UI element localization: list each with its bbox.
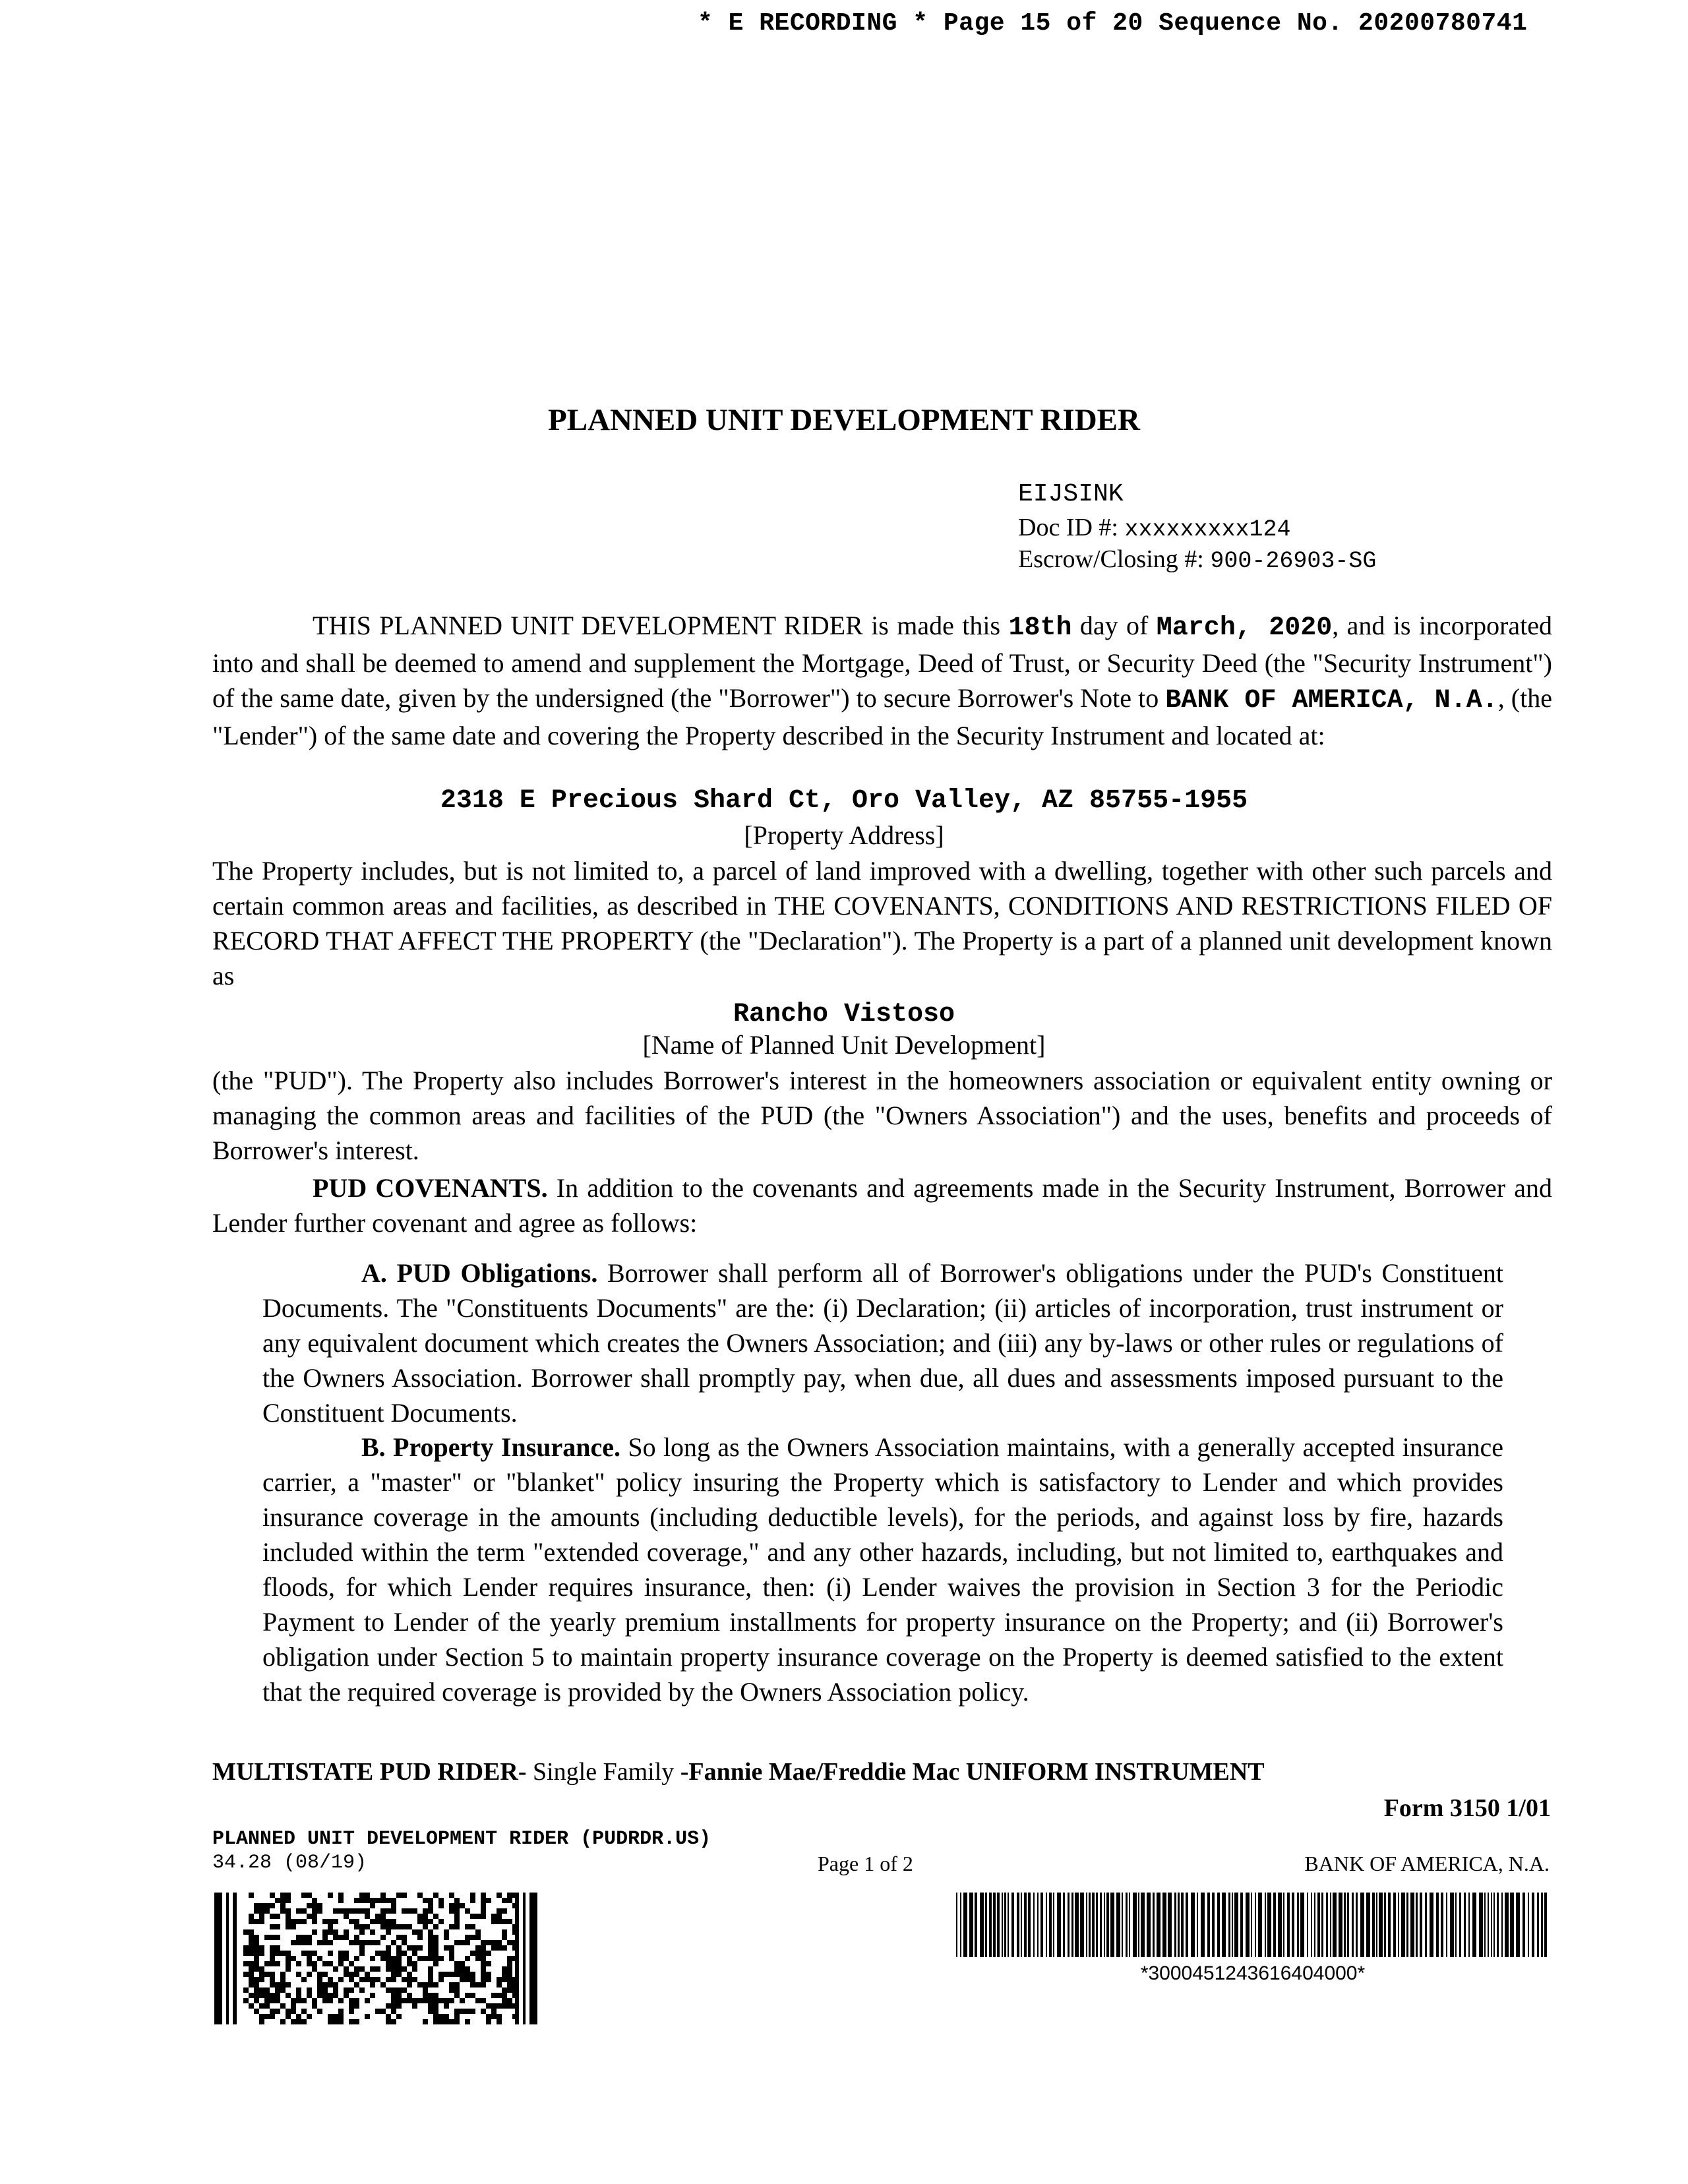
section-a-heading: A. PUD Obligations.	[361, 1258, 598, 1288]
property-address-caption: [Property Address]	[744, 820, 944, 850]
form-version: 34.28 (08/19)	[212, 1852, 367, 1874]
lender-name: BANK OF AMERICA, N.A.	[1165, 686, 1498, 715]
pud-name-caption: [Name of Planned Unit Development]	[642, 1030, 1046, 1060]
recording-stamp: * E RECORDING * Page 15 of 20 Sequence No. 20200780741	[698, 9, 1528, 38]
pdf417-barcode-icon	[214, 1893, 537, 2024]
doc-id-value: xxxxxxxxx124	[1124, 516, 1291, 543]
section-b-heading: B. Property Insurance.	[361, 1432, 621, 1462]
covenants-heading: PUD COVENANTS.	[313, 1173, 548, 1203]
form-number: Form 3150 1/01	[1383, 1794, 1551, 1822]
property-paragraph: The Property includes, but is not limited to, a parcel of land improved with a dwelling, together with other such parcels and certain common areas and facilities, as described in THE COVENANTS, CONDITIONS AND RESTRICTIONS FILED OF RECORD THAT AFFECT THE PROPERTY (the "Declaration"). The Property is a part of a planned unit development known as	[212, 856, 1552, 990]
escrow-line	[1018, 545, 1376, 574]
company-name: BANK OF AMERICA, N.A.	[1304, 1852, 1550, 1875]
pud-name: Rancho Vistoso	[733, 1000, 955, 1029]
section-b: B. Property Insurance. So long as the Owners Association maintains, with a generally accepted insurance carrier, a "master" or "blanket" policy insuring the Property which is satisfactory to Lender and which provides insurance coverage in the amounts (including deductible levels), for the periods, and against loss by fire, hazards included within the term "extended coverage," and any other hazards, including, but not limited to, earthquakes and floods, for which Lender requires insurance, then: (i) Lender waives the provision in Section 3 for the Periodic Payment to Lender of the yearly premium installments for property insurance on the Property; and (ii) Borrower's obligation under Section 5 to maintain property insurance coverage on the Property is deemed satisfied to the extent that the required coverage is provided by the Owners Association policy.	[262, 1432, 1504, 1707]
intro-paragraph: THIS PLANNED UNIT DEVELOPMENT RIDER is made this 18th day of March, 2020, and is incorporated into and shall be deemed to amend and supplement the Mortgage, Deed of Trust, or Security Deed (the "Security Instrument") of the same date, given by the undersigned (the "Borrower") to secure Borrower's Note to BANK OF AMERICA, N.A., (the "Lender") of the same date and covering the Property described in the Security Instrument and located at:	[212, 611, 1553, 750]
doc-id-line	[1018, 513, 1291, 543]
doc-id-label: Doc ID #:	[1018, 514, 1118, 541]
borrower-code: EIJSINK	[1018, 480, 1124, 508]
covenants-paragraph: PUD COVENANTS. In addition to the covenants and agreements made in the Security Instrument, Borrower and Lender further covenant and agree as follows:	[212, 1173, 1552, 1238]
barcode-icon	[956, 1893, 1550, 1957]
barcode-number: *3000451243616404000*	[1140, 1962, 1366, 1984]
property-address: 2318 E Precious Shard Ct, Oro Valley, AZ 85755-1955	[440, 786, 1248, 816]
page-number: Page 1 of 2	[818, 1852, 913, 1875]
section-a: A. PUD Obligations. Borrower shall perform all of Borrower's obligations under the PUD's Constituent Documents. The "Constituents Documents" are the: (i) Declaration; (ii) articles of incorporation, trust instrument or any equivalent document which creates the Owners Association; and (iii) any by-laws or other rules or regulations of the Owners Association. Borrower shall promptly pay, when due, all dues and assessments imposed pursuant to the Constituent Documents.	[262, 1258, 1503, 1428]
rider-day: 18th	[1008, 613, 1072, 643]
escrow-label: Escrow/Closing #:	[1018, 545, 1204, 573]
escrow-value: 900-26903-SG	[1210, 548, 1377, 574]
rider-date: March, 2020	[1156, 613, 1333, 643]
pud-paragraph: (the "PUD"). The Property also includes Borrower's interest in the homeowners association or equivalent entity owning or managing the common areas and facilities of the PUD (the "Owners Association") and the uses, benefits and proceeds of Borrower's interest.	[212, 1066, 1552, 1165]
rider-footer-line: MULTISTATE PUD RIDER- Single Family -Fannie Mae/Freddie Mac UNIFORM INSTRUMENT	[212, 1758, 1265, 1786]
form-code: PLANNED UNIT DEVELOPMENT RIDER (PUDRDR.US)	[212, 1828, 711, 1850]
page-title: PLANNED UNIT DEVELOPMENT RIDER	[548, 403, 1140, 437]
